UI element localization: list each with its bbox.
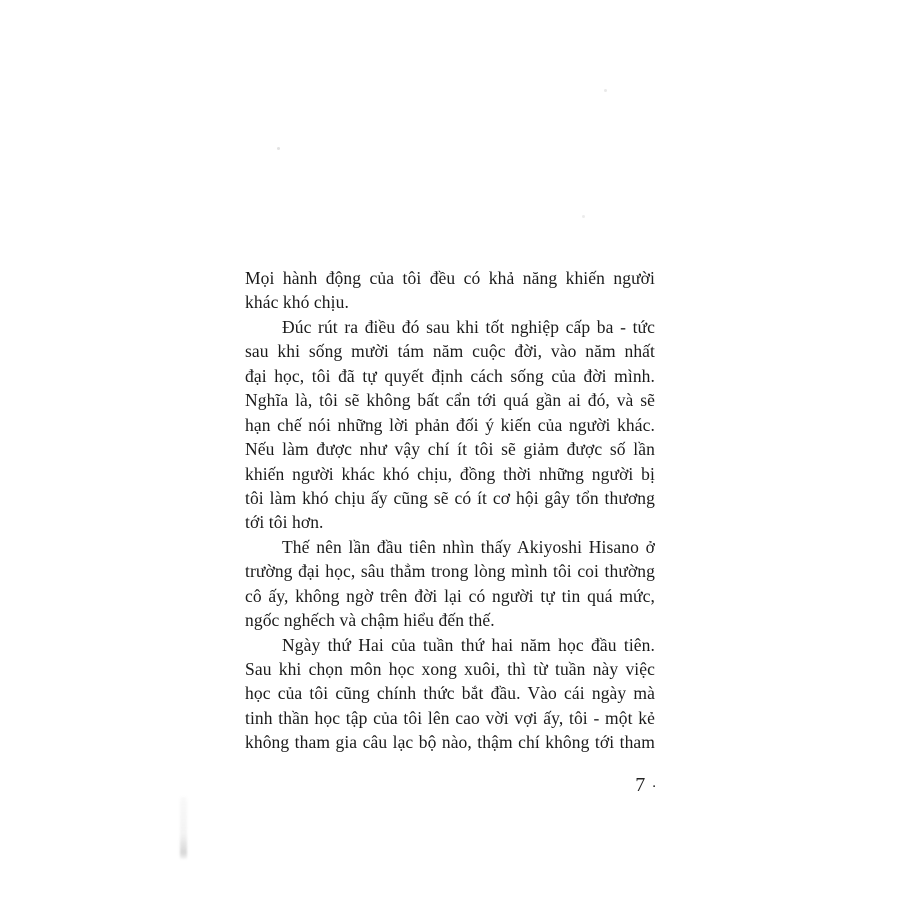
text-line: sau khi sống mười tám năm cuộc đời, vào năm nhất bbox=[245, 341, 655, 362]
text-line: tới tôi hơn. bbox=[245, 512, 324, 533]
text-line: Đúc rút ra điều đó sau khi tốt nghiệp cấp ba - tức bbox=[282, 316, 655, 337]
text-line: Thế nên lần đầu tiên nhìn thấy Akiyoshi Hisano ở bbox=[282, 536, 655, 557]
text-line: Nghĩa là, tôi sẽ không bất cẩn tới quá gần ai đó, và sẽ bbox=[245, 390, 655, 411]
text-line: không tham gia câu lạc bộ nào, thậm chí không tới tham bbox=[245, 732, 655, 753]
scan-artifact-speck bbox=[604, 89, 607, 92]
page-number-value: 7 bbox=[635, 774, 646, 796]
text-line: Ngày thứ Hai của tuần thứ hai năm học đầu tiên. bbox=[282, 634, 655, 655]
scan-artifact-speck bbox=[277, 147, 280, 150]
text-block bbox=[245, 266, 655, 755]
text-line: khiến người khác khó chịu, đồng thời những người bị bbox=[245, 463, 655, 484]
text-line: đại học, tôi đã tự quyết định cách sống của đời mình. bbox=[245, 365, 655, 386]
page-number bbox=[635, 774, 656, 797]
text-line: hạn chế nói những lời phản đối ý kiến của người khác. bbox=[245, 414, 655, 435]
scan-artifact-smudge bbox=[180, 797, 187, 859]
text-line: trường đại học, sâu thẳm trong lòng mình tôi coi thường bbox=[245, 561, 655, 582]
text-line: Nếu làm được như vậy chí ít tôi sẽ giảm được số lần bbox=[245, 439, 655, 460]
text-line: tinh thần học tập của tôi lên cao vời vợi ấy, tôi - một kẻ bbox=[245, 707, 655, 728]
text-line: Sau khi chọn môn học xong xuôi, thì từ tuần này việc bbox=[245, 659, 655, 679]
page-number-dot: . bbox=[652, 775, 656, 791]
text-line: học của tôi cũng chính thức bắt đầu. Vào cái ngày mà bbox=[245, 683, 655, 704]
text-line: Mọi hành động của tôi đều có khả năng khiến người bbox=[245, 268, 655, 288]
text-line: khác khó chịu. bbox=[245, 292, 349, 313]
text-line: ngốc nghếch và chậm hiểu đến thế. bbox=[245, 610, 495, 631]
scan-artifact-speck bbox=[582, 215, 585, 218]
text-line: cô ấy, không ngờ trên đời lại có người tự tin quá mức, bbox=[245, 585, 655, 606]
text-line: tôi làm khó chịu ấy cũng sẽ có ít cơ hội gây tổn thương bbox=[245, 487, 655, 508]
